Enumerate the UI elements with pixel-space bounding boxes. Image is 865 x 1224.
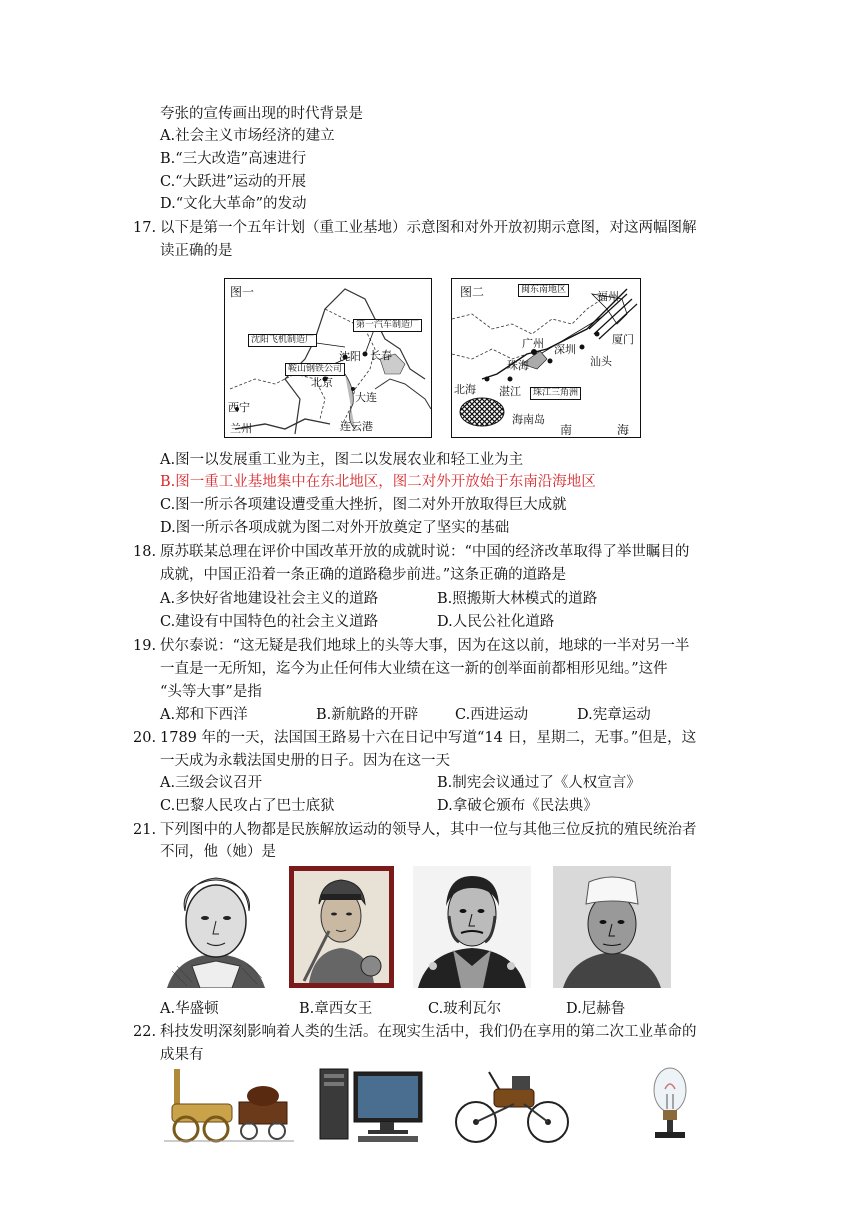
- q21-option-a: A.华盛顿: [160, 1001, 219, 1017]
- q22-number: 22.: [133, 1024, 157, 1040]
- q19-option-a: A.郑和下西洋: [160, 707, 248, 723]
- q19-option-d: D.宪章运动: [577, 707, 651, 723]
- q17-option-d: D.图一所示各项成就为图二对外开放奠定了坚实的基础: [160, 520, 510, 536]
- map-1-label-first-auto: 第一汽车制造厂: [353, 319, 422, 332]
- q16-option-a: A.社会主义市场经济的建立: [160, 128, 335, 144]
- q16-option-d: D.“文化大革命”的发动: [160, 196, 307, 212]
- map-2-label-mindongnan: 闽东南地区: [518, 284, 569, 297]
- map-2-label-shenzhen: 深圳: [554, 343, 576, 356]
- q17-option-a: A.图一以发展重工业为主，图二以发展农业和轻工业为主: [160, 452, 524, 468]
- map-1-label-shenyang-aircraft: 沈阳飞机制造厂: [248, 334, 317, 347]
- q20-stem-line2: 一天成为永载法国史册的日子。因为在这一天: [160, 753, 450, 769]
- q18-option-a: A.多快好省地建设社会主义的道路: [160, 591, 379, 607]
- q21-option-d: D.尼赫鲁: [566, 1001, 626, 1017]
- q18-option-c: C.建设有中国特色的社会主义道路: [160, 614, 379, 630]
- light-bulb-image: [640, 1064, 700, 1144]
- portrait-bolivar: [413, 866, 531, 988]
- q19-stem-line1: 伏尔泰说：“这无疑是我们地球上的头等大事，因为在这以前，地球的一半对另一半: [160, 638, 690, 654]
- q20-option-d: D.拿破仑颁布《民法典》: [437, 798, 598, 814]
- map-1-label-beijing: 北京: [311, 376, 333, 389]
- q17-option-b-highlighted: B.图一重工业基地集中在东北地区，图二对外开放始于东南沿海地区: [160, 474, 596, 490]
- q19-stem-line2: 一直是一无所知，迄今为止任何伟大业绩在这一新的创举面前都相形见绌。”这件: [160, 661, 668, 677]
- q21-stem-line2: 不同，他（她）是: [160, 844, 276, 860]
- map-2-label-sea: 海: [617, 423, 630, 437]
- q17-number: 17.: [133, 220, 157, 236]
- map-1-label-shenyang: 沈阳: [339, 350, 361, 363]
- steam-locomotive-image: [164, 1064, 294, 1144]
- q16-stem: 夸张的宣传画出现的时代背景是: [160, 106, 363, 122]
- q18-option-d: D.人民公社化道路: [437, 614, 555, 630]
- map-2-label-guangzhou: 广州: [522, 337, 544, 350]
- map-2-label-xiamen: 厦门: [612, 333, 634, 346]
- q17-stem-line2: 读正确的是: [160, 243, 233, 259]
- map-1-label-dalian: 大连: [355, 391, 377, 404]
- q16-option-c: C.“大跃进”运动的开展: [160, 174, 307, 190]
- map-figure-2: [451, 278, 641, 438]
- q19-option-c: C.西进运动: [455, 707, 529, 723]
- map-1-label-xining: 西宁: [228, 401, 250, 414]
- map-figure-1: [224, 278, 432, 438]
- q20-option-c: C.巴黎人民攻占了巴士底狱: [160, 798, 335, 814]
- q17-stem-line1: 以下是第一个五年计划（重工业基地）示意图和对外开放初期示意图，对这两幅图解: [160, 220, 697, 236]
- map-1-label-lianyungang: 连云港: [340, 420, 373, 433]
- map-2-label-beihai: 北海: [454, 383, 476, 396]
- q21-option-b: B.章西女王: [299, 1001, 373, 1017]
- portrait-nehru: [553, 866, 671, 988]
- portrait-rani-of-jhansi: [289, 866, 394, 988]
- q17-option-c: C.图一所示各项建设遭受重大挫折，图二对外开放取得巨大成就: [160, 497, 567, 513]
- q21-option-c: C.玻利瓦尔: [428, 1001, 502, 1017]
- map-2-label-pearl-delta: 珠江三角洲: [530, 387, 581, 400]
- map-2-label-fuzhou: 福州: [597, 290, 619, 303]
- q19-option-b: B.新航路的开辟: [316, 707, 419, 723]
- map-1-title: 图一: [230, 285, 255, 299]
- map-2-label-hainan: 海南岛: [512, 413, 545, 426]
- q22-stem-line2: 成果有: [160, 1047, 204, 1063]
- map-1-label-anshan-steel: 鞍山钢铁公司: [285, 363, 345, 376]
- q20-number: 20.: [133, 730, 157, 746]
- q18-stem-line2: 成就，中国正沿着一条正确的道路稳步前进。”这条正确的道路是: [160, 567, 567, 583]
- map-2-title: 图二: [460, 285, 485, 299]
- q20-option-a: A.三级会议召开: [160, 775, 263, 791]
- portrait-washington: [157, 866, 275, 988]
- q19-stem-line3: “头等大事”是指: [160, 684, 262, 700]
- map-1-drawing: [225, 279, 431, 437]
- q20-stem-line1: 1789 年的一天，法国国王路易十六在日记中写道“14 日，星期二，无事。”但是，这: [160, 730, 697, 746]
- q21-number: 21.: [133, 822, 157, 838]
- q18-option-b: B.照搬斯大林模式的道路: [437, 591, 598, 607]
- map-2-label-zhuhai: 珠海: [507, 359, 529, 372]
- q20-option-b: B.制宪会议通过了《人权宣言》: [437, 775, 641, 791]
- map-1-label-lanzhou: 兰州: [230, 422, 252, 435]
- q18-number: 18.: [133, 544, 157, 560]
- q22-stem-line1: 科技发明深刻影响着人类的生活。在现实生活中，我们仍在享用的第二次工业革命的: [160, 1024, 697, 1040]
- map-1-label-changchun: 长春: [370, 349, 392, 362]
- computer-image: [318, 1064, 426, 1144]
- automobile-image: [454, 1064, 570, 1144]
- map-2-label-south: 南: [560, 423, 573, 437]
- map-2-label-shantou: 汕头: [590, 355, 612, 368]
- q21-stem-line1: 下列图中的人物都是民族解放运动的领导人，其中一位与其他三位反抗的殖民统治者: [160, 822, 697, 838]
- q19-number: 19.: [133, 638, 157, 654]
- q18-stem-line1: 原苏联某总理在评价中国改革开放的成就时说：“中国的经济改革取得了举世瞩目的: [160, 544, 690, 560]
- map-2-label-zhanjiang: 湛江: [499, 385, 521, 398]
- q16-option-b: B.“三大改造”高速进行: [160, 151, 307, 167]
